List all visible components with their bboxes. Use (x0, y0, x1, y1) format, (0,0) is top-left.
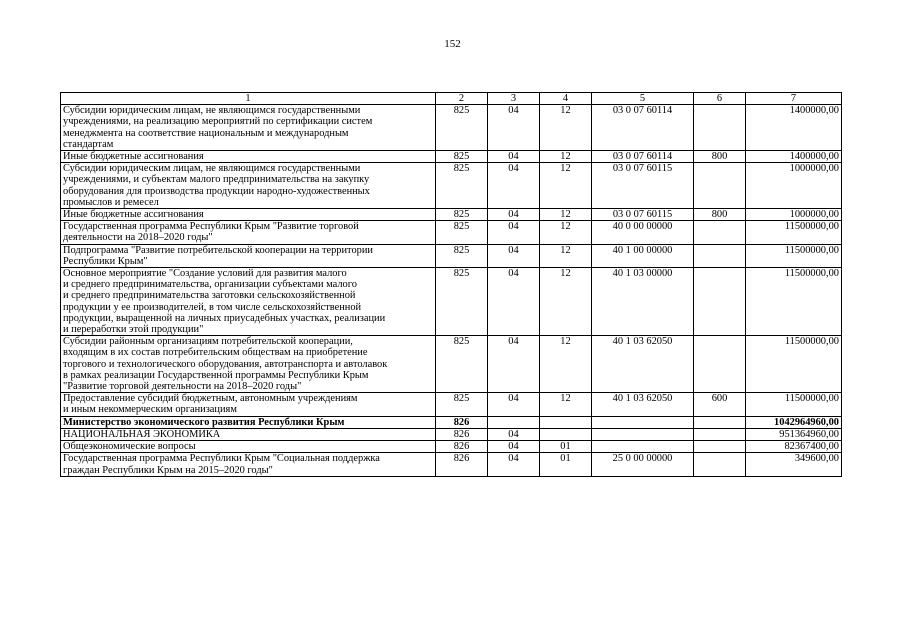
subsection-code: 12 (540, 151, 592, 163)
description-line: Субсидии юридическим лицам, не являющимся государственными (63, 163, 361, 175)
subsection-code: 12 (540, 221, 592, 244)
expense-type-code (694, 428, 746, 440)
expense-type-code (694, 105, 746, 151)
expense-type-code: 800 (694, 151, 746, 163)
amount: 11500000,00 (746, 244, 842, 267)
description-line: и переработки этой продукции" (63, 324, 204, 336)
description-line: Субсидии юридическим лицам, не являющимся государственными (63, 105, 361, 117)
ministry-code: 825 (436, 244, 488, 267)
section-code: 04 (488, 393, 540, 416)
description-line: деятельности на 2018–2020 годы" (63, 232, 213, 244)
expense-type-code (694, 441, 746, 453)
table-row (61, 268, 842, 336)
expense-type-code (694, 244, 746, 267)
expense-type-code (694, 453, 746, 476)
ministry-code: 826 (436, 453, 488, 476)
description-line: учреждениями, на реализацию мероприятий по сертификации систем (63, 116, 373, 128)
table-row (61, 151, 842, 163)
table-body (61, 105, 842, 477)
subsection-code: 12 (540, 336, 592, 393)
table-row (61, 221, 842, 244)
ministry-code: 825 (436, 163, 488, 209)
column-header: 6 (694, 93, 746, 105)
subsection-code: 01 (540, 441, 592, 453)
description-line: Министерство экономического развития Республики Крым (63, 416, 345, 428)
description-line: Иные бюджетные ассигнования (63, 151, 204, 163)
ministry-code: 825 (436, 105, 488, 151)
description-line: Подпрограмма "Развитие потребительской кооперации на территории (63, 244, 373, 256)
description-line: Государственная программа Республики Крым "Социальная поддержка (63, 453, 380, 465)
row-description (61, 453, 436, 476)
subsection-code: 12 (540, 268, 592, 336)
section-code (488, 416, 540, 428)
row-description (61, 221, 436, 244)
column-header: 7 (746, 93, 842, 105)
table-row (61, 336, 842, 393)
target-article-code (592, 441, 694, 453)
amount: 11500000,00 (746, 393, 842, 416)
ministry-code: 825 (436, 336, 488, 393)
page-number: 152 (444, 38, 461, 50)
subsection-code: 12 (540, 244, 592, 267)
amount: 11500000,00 (746, 268, 842, 336)
section-code: 04 (488, 268, 540, 336)
description-line: граждан Республики Крым на 2015–2020 годы" (63, 464, 273, 476)
description-line: и среднего предпринимательства, организации субъектами малого (63, 279, 357, 291)
ministry-code: 826 (436, 441, 488, 453)
table-row (61, 209, 842, 221)
target-article-code: 40 1 03 62050 (592, 336, 694, 393)
ministry-code: 826 (436, 416, 488, 428)
row-description (61, 393, 436, 416)
ministry-code: 825 (436, 209, 488, 221)
section-code: 04 (488, 105, 540, 151)
section-code: 04 (488, 209, 540, 221)
amount: 1000000,00 (746, 163, 842, 209)
section-code: 04 (488, 453, 540, 476)
description-line: оборудования для производства продукции народно-художественных (63, 185, 370, 197)
amount: 11500000,00 (746, 336, 842, 393)
subsection-code (540, 416, 592, 428)
expense-type-code (694, 221, 746, 244)
description-line: продукции, выращенной на личных приусадебных участках, реализации (63, 312, 386, 324)
section-code: 04 (488, 244, 540, 267)
amount: 1400000,00 (746, 151, 842, 163)
table-row (61, 244, 842, 267)
target-article-code: 03 0 07 60114 (592, 105, 694, 151)
amount: 1400000,00 (746, 105, 842, 151)
amount: 1000000,00 (746, 209, 842, 221)
description-line: Государственная программа Республики Крым "Развитие торговой (63, 221, 359, 233)
section-code: 04 (488, 428, 540, 440)
target-article-code: 03 0 07 60115 (592, 209, 694, 221)
subsection-code: 01 (540, 453, 592, 476)
row-description (61, 151, 436, 163)
table-row (61, 163, 842, 209)
subsection-code (540, 428, 592, 440)
description-line: НАЦИОНАЛЬНАЯ ЭКОНОМИКА (63, 428, 221, 440)
description-line: "Развитие торговой деятельности на 2018–2020 годы" (63, 381, 302, 393)
row-description (61, 428, 436, 440)
description-line: входящим в их состав потребительским обществам на приобретение (63, 347, 368, 359)
subsection-code: 12 (540, 209, 592, 221)
amount: 11500000,00 (746, 221, 842, 244)
description-line: промыслов и ремесел (63, 196, 159, 208)
description-line: торгового и технологического оборудования, автотранспорта и автолавок (63, 358, 388, 370)
row-description (61, 416, 436, 428)
description-line: стандартам (63, 138, 114, 150)
ministry-code: 825 (436, 393, 488, 416)
amount: 349600,00 (746, 453, 842, 476)
description-line: Основное мероприятие "Создание условий для развития малого (63, 268, 347, 280)
ministry-code: 826 (436, 428, 488, 440)
description-line: Республики Крым" (63, 255, 148, 267)
table-row (61, 453, 842, 476)
row-description (61, 209, 436, 221)
table-row (61, 428, 842, 440)
table-row (61, 105, 842, 151)
ministry-code: 825 (436, 221, 488, 244)
column-header: 2 (436, 93, 488, 105)
description-line: Субсидии районным организациям потребительской кооперации, (63, 336, 353, 348)
description-line: и иным некоммерческим организациям (63, 404, 237, 416)
budget-table (60, 92, 842, 477)
description-line: учреждениями, и субъектам малого предпринимательства на закупку (63, 174, 370, 186)
target-article-code (592, 416, 694, 428)
target-article-code (592, 428, 694, 440)
row-description (61, 336, 436, 393)
header-row (61, 93, 842, 105)
expense-type-code (694, 268, 746, 336)
row-description (61, 441, 436, 453)
description-line: Иные бюджетные ассигнования (63, 209, 204, 221)
subsection-code: 12 (540, 105, 592, 151)
column-header: 1 (61, 93, 436, 105)
section-code: 04 (488, 221, 540, 244)
target-article-code: 40 1 03 62050 (592, 393, 694, 416)
row-description (61, 268, 436, 336)
amount: 1042964960,00 (746, 416, 842, 428)
row-description (61, 244, 436, 267)
target-article-code: 40 0 00 00000 (592, 221, 694, 244)
description-line: и среднего предпринимательства заготовки сельскохозяйственной (63, 290, 356, 302)
row-description (61, 105, 436, 151)
section-code: 04 (488, 163, 540, 209)
section-code: 04 (488, 441, 540, 453)
description-line: Общеэкономические вопросы (63, 441, 196, 453)
subsection-code: 12 (540, 163, 592, 209)
column-header: 3 (488, 93, 540, 105)
target-article-code: 25 0 00 00000 (592, 453, 694, 476)
target-article-code: 40 1 00 00000 (592, 244, 694, 267)
column-header: 4 (540, 93, 592, 105)
expense-type-code: 600 (694, 393, 746, 416)
amount: 82367400,00 (746, 441, 842, 453)
expense-type-code (694, 416, 746, 428)
target-article-code: 40 1 03 00000 (592, 268, 694, 336)
target-article-code: 03 0 07 60115 (592, 163, 694, 209)
expense-type-code (694, 163, 746, 209)
table-row (61, 416, 842, 428)
expense-type-code: 800 (694, 209, 746, 221)
section-code: 04 (488, 151, 540, 163)
subsection-code: 12 (540, 393, 592, 416)
target-article-code: 03 0 07 60114 (592, 151, 694, 163)
description-line: продукции у ее производителей, в том числе сельскохозяйственной (63, 301, 362, 313)
row-description (61, 163, 436, 209)
ministry-code: 825 (436, 268, 488, 336)
column-header: 5 (592, 93, 694, 105)
description-line: в рамках реализации Государственной программы Республики Крым (63, 369, 369, 381)
table-row (61, 441, 842, 453)
amount: 951364960,00 (746, 428, 842, 440)
description-line: Предоставление субсидий бюджетным, автономным учреждениям (63, 393, 358, 405)
section-code: 04 (488, 336, 540, 393)
description-line: менеджмента на соответствие национальным и международным (63, 127, 349, 139)
table-row (61, 393, 842, 416)
expense-type-code (694, 336, 746, 393)
ministry-code: 825 (436, 151, 488, 163)
